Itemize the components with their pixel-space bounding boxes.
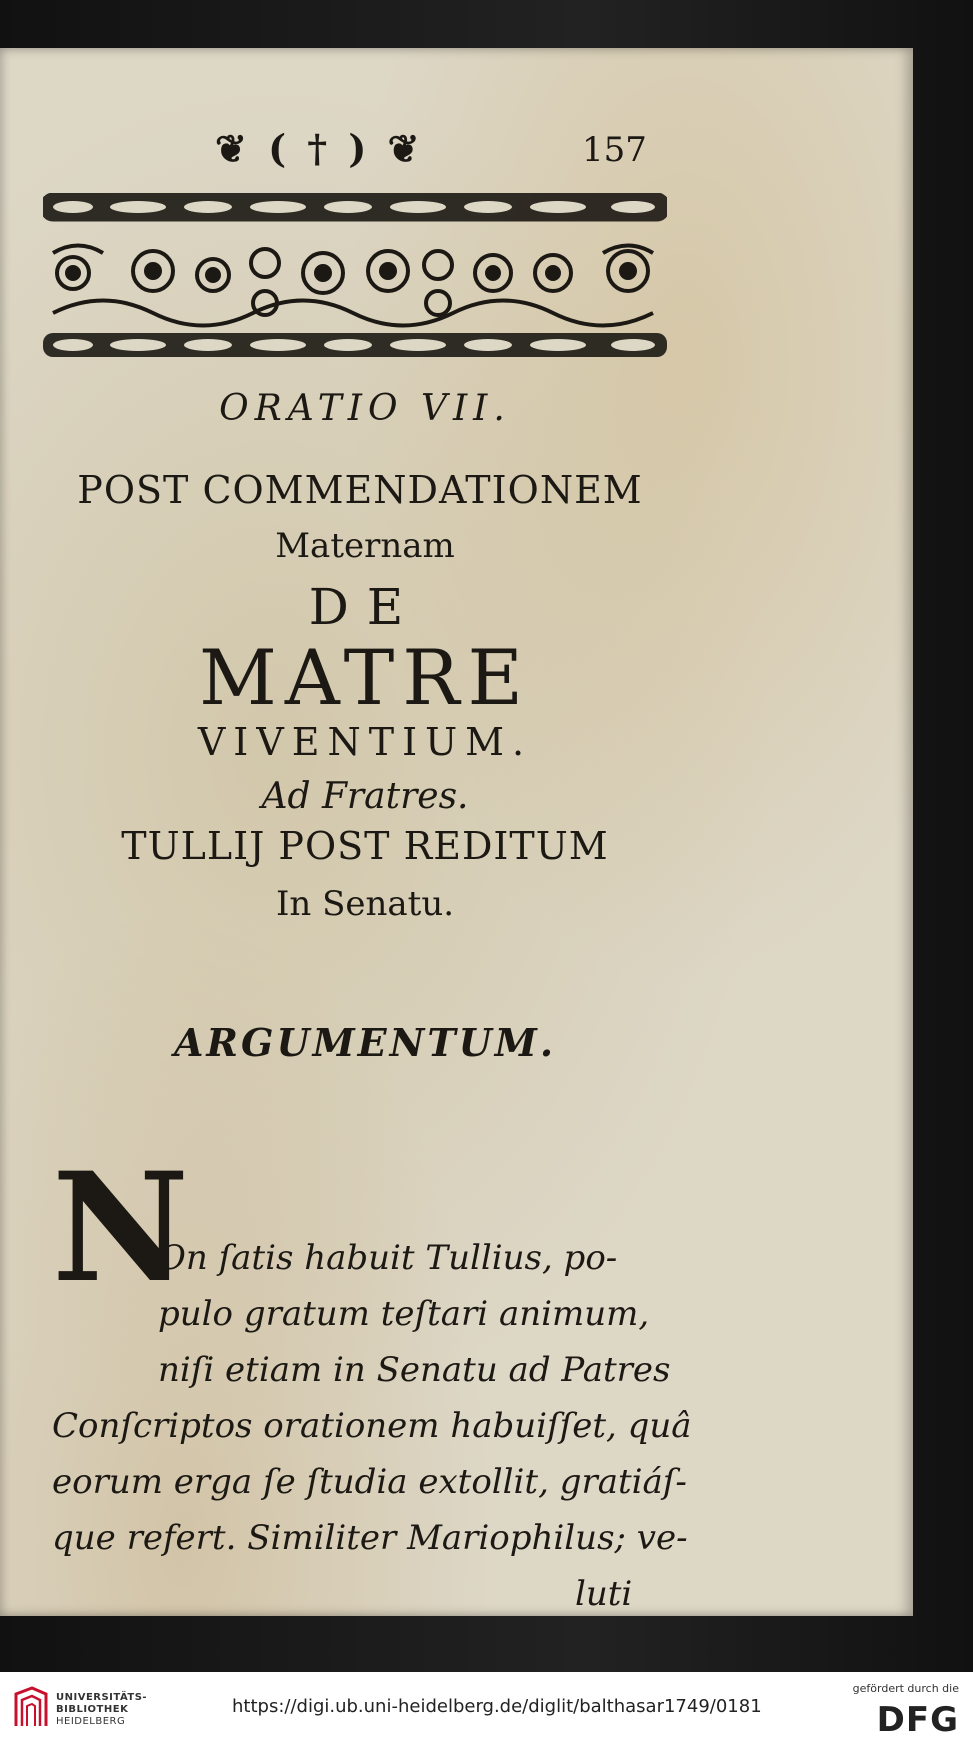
- body-line: On ſatis habuit Tullius, po-: [158, 1238, 618, 1278]
- funded-by-label: gefördert durch die: [852, 1682, 959, 1695]
- viewer-footer: [0, 1672, 973, 1743]
- book-page: [0, 48, 913, 1616]
- floral-ornament-band: [43, 193, 667, 361]
- body-line: pulo gratum teſtari animum,: [158, 1294, 650, 1334]
- title-post-commendationem: POST COMMENDATIONEM: [77, 468, 643, 512]
- title-in-senatu: In Senatu.: [275, 884, 455, 924]
- title-tullij: TULLIJ POST REDITUM: [121, 824, 609, 868]
- catchword: luti: [575, 1574, 633, 1614]
- section-heading-argumentum: ARGUMENTUM.: [173, 1020, 557, 1065]
- body-line: Conſcriptos orationem habuiſſet, quâ: [52, 1406, 692, 1446]
- dfg-logo: DFG: [876, 1700, 959, 1740]
- body-line: niſi etiam in Senatu ad Patres: [158, 1350, 671, 1390]
- body-line: que refert. Similiter Mariophilus; ve-: [52, 1518, 688, 1558]
- institution-name: [56, 1692, 147, 1728]
- ornament-flowers: [53, 246, 653, 326]
- running-head: ❦ ( † ) ❦: [215, 126, 424, 171]
- institution-line: HEIDELBERG: [56, 1716, 126, 1727]
- title-ad-fratres: Ad Fratres.: [261, 776, 469, 817]
- title-matre: MATRE: [199, 633, 531, 722]
- page-number: 157: [582, 130, 647, 170]
- title-maternam: Maternam: [275, 526, 455, 566]
- university-logo-icon: [12, 1686, 50, 1730]
- page-header: [0, 126, 913, 176]
- institution-line: UNIVERSITÄTS-: [56, 1692, 148, 1703]
- drop-cap: N: [52, 1140, 190, 1316]
- institution-line: BIBLIOTHEK: [56, 1704, 129, 1715]
- title-de: DE: [308, 578, 422, 636]
- body-line: eorum erga ſe ſtudia extollit, gratiáſ-: [52, 1462, 687, 1502]
- oration-number: ORATIO VII.: [219, 388, 511, 429]
- title-viventium: VIVENTIUM.: [197, 720, 533, 764]
- permalink-url[interactable]: https://digi.ub.uni-heidelberg.de/diglit/balthasar1749/0181: [232, 1696, 762, 1717]
